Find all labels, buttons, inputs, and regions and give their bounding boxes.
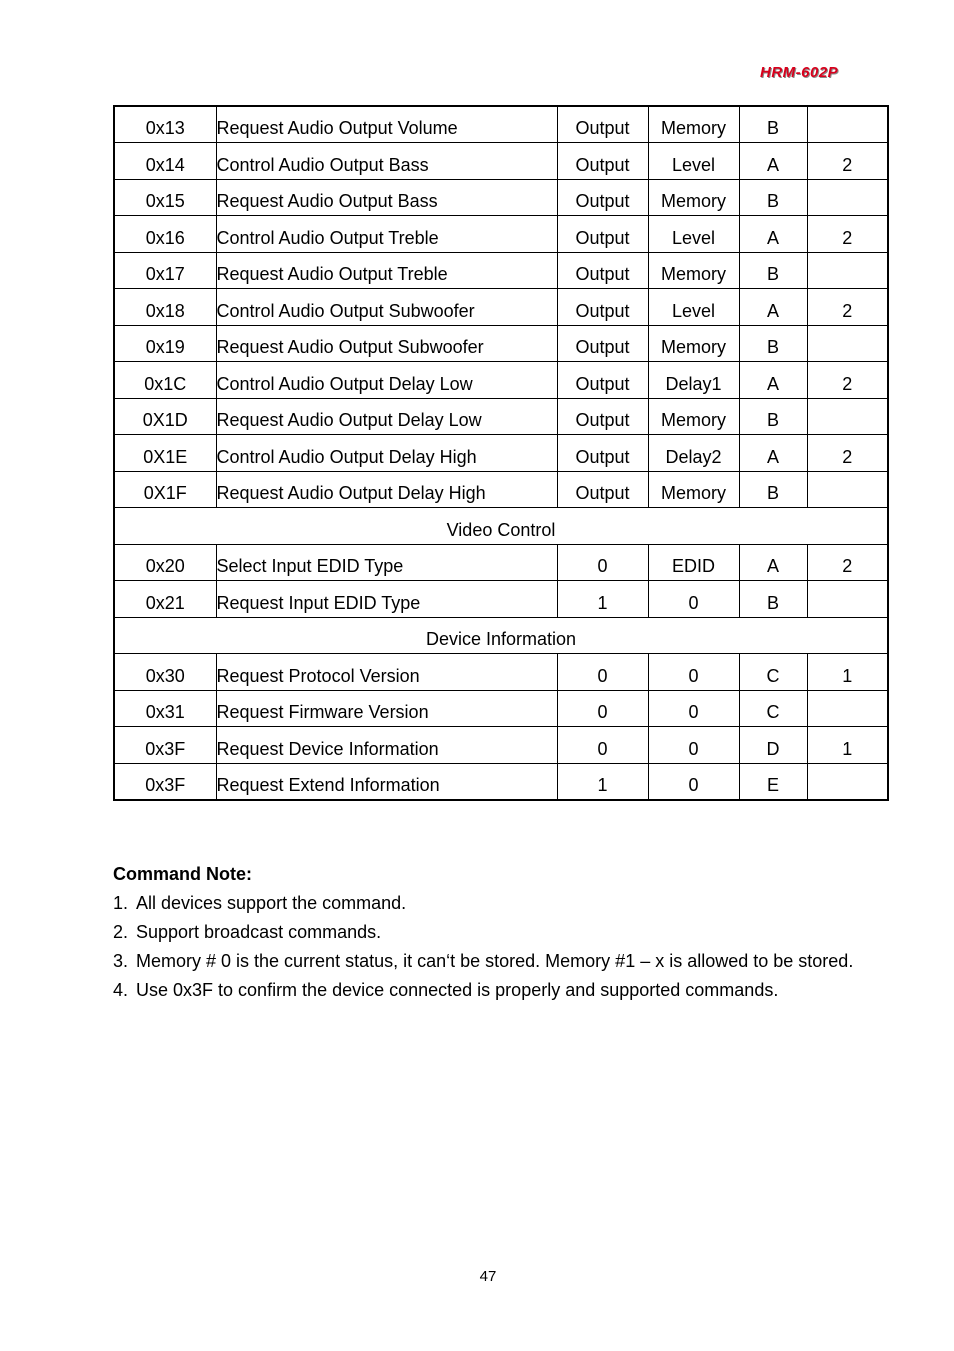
command-name-cell: Control Audio Output Treble [216,216,557,253]
param1-cell: Output [557,216,648,253]
notes-list [113,889,865,1005]
param2-cell: Memory [648,252,739,289]
command-code-cell: 0x15 [114,179,216,216]
note-text: Support broadcast commands. [136,922,382,942]
param1-cell: 1 [557,581,648,618]
param2-cell: Memory [648,471,739,508]
command-name-cell: Request Audio Output Delay High [216,471,557,508]
reply-cell: B [739,325,807,362]
command-name-cell: Request Audio Output Treble [216,252,557,289]
command-code-cell: 0x30 [114,654,216,691]
note-item [113,976,865,1005]
section-header-row [114,508,888,545]
note-number: 3. [113,951,129,971]
section-header-row [114,617,888,654]
command-name-cell: Request Device Information [216,727,557,764]
notes-heading: Command Note: [113,864,252,884]
param2-cell: Memory [648,179,739,216]
reply-cell: A [739,435,807,472]
param2-cell: Memory [648,325,739,362]
command-table [113,105,889,801]
table-row [114,690,888,727]
note-cell: 2 [807,289,888,326]
command-name-cell: Request Audio Output Subwoofer [216,325,557,362]
command-name-cell: Select Input EDID Type [216,544,557,581]
note-cell [807,471,888,508]
table-row [114,398,888,435]
command-name-cell: Request Audio Output Bass [216,179,557,216]
param2-cell: Level [648,289,739,326]
command-code-cell: 0x18 [114,289,216,326]
table-row [114,362,888,399]
reply-cell: C [739,690,807,727]
note-text: Memory # 0 is the current status, it can‘t be stored. Memory #1 – x is allowed to be stored. [136,951,854,971]
reply-cell: B [739,471,807,508]
param1-cell: Output [557,179,648,216]
note-cell [807,398,888,435]
table-row [114,143,888,180]
reply-cell: A [739,362,807,399]
command-code-cell: 0x20 [114,544,216,581]
note-cell: 2 [807,362,888,399]
note-cell [807,252,888,289]
reply-cell: A [739,544,807,581]
table-row [114,252,888,289]
model-name-header: HRM-602P [760,64,839,81]
param2-cell: 0 [648,763,739,800]
param1-cell: Output [557,106,648,143]
command-code-cell: 0X1E [114,435,216,472]
param1-cell: Output [557,362,648,399]
param2-cell: 0 [648,581,739,618]
section-title: Video Control [114,508,888,545]
command-code-cell: 0x13 [114,106,216,143]
command-name-cell: Request Audio Output Delay Low [216,398,557,435]
table-row [114,216,888,253]
param2-cell: Level [648,143,739,180]
note-cell [807,325,888,362]
reply-cell: B [739,398,807,435]
reply-cell: C [739,654,807,691]
command-table-body [114,106,888,800]
command-code-cell: 0x21 [114,581,216,618]
command-name-cell: Control Audio Output Delay High [216,435,557,472]
note-item [113,947,865,976]
param1-cell: Output [557,398,648,435]
command-code-cell: 0x16 [114,216,216,253]
param2-cell: 0 [648,727,739,764]
command-code-cell: 0x31 [114,690,216,727]
table-row [114,471,888,508]
param2-cell: 0 [648,690,739,727]
command-code-cell: 0x14 [114,143,216,180]
table-row [114,435,888,472]
reply-cell: B [739,179,807,216]
param1-cell: Output [557,143,648,180]
command-code-cell: 0x17 [114,252,216,289]
param1-cell: 0 [557,654,648,691]
note-item [113,889,865,918]
param2-cell: Memory [648,106,739,143]
note-cell [807,690,888,727]
note-cell [807,106,888,143]
table-row [114,106,888,143]
command-name-cell: Request Extend Information [216,763,557,800]
note-cell: 1 [807,654,888,691]
command-name-cell: Request Input EDID Type [216,581,557,618]
command-name-cell: Request Audio Output Volume [216,106,557,143]
reply-cell: A [739,289,807,326]
command-code-cell: 0x19 [114,325,216,362]
note-cell [807,581,888,618]
command-name-cell: Request Firmware Version [216,690,557,727]
command-name-cell: Request Protocol Version [216,654,557,691]
command-code-cell: 0x3F [114,727,216,764]
param2-cell: Level [648,216,739,253]
reply-cell: B [739,106,807,143]
param2-cell: 0 [648,654,739,691]
command-code-cell: 0x1C [114,362,216,399]
note-cell: 2 [807,544,888,581]
reply-cell: A [739,143,807,180]
command-name-cell: Control Audio Output Delay Low [216,362,557,399]
note-cell: 1 [807,727,888,764]
command-code-cell: 0X1F [114,471,216,508]
command-name-cell: Control Audio Output Subwoofer [216,289,557,326]
command-code-cell: 0X1D [114,398,216,435]
param2-cell: Delay2 [648,435,739,472]
table-row [114,727,888,764]
command-code-cell: 0x3F [114,763,216,800]
param2-cell: Memory [648,398,739,435]
command-notes [113,860,865,1005]
note-number: 1. [113,893,129,913]
reply-cell: B [739,581,807,618]
param1-cell: 1 [557,763,648,800]
param2-cell: EDID [648,544,739,581]
table-row [114,325,888,362]
table-row [114,179,888,216]
table-row [114,763,888,800]
reply-cell: D [739,727,807,764]
note-cell: 2 [807,143,888,180]
note-number: 4. [113,980,129,1000]
command-name-cell: Control Audio Output Bass [216,143,557,180]
param1-cell: 0 [557,727,648,764]
section-title: Device Information [114,617,888,654]
param1-cell: Output [557,471,648,508]
param1-cell: Output [557,289,648,326]
param2-cell: Delay1 [648,362,739,399]
table-row [114,544,888,581]
table-row [114,581,888,618]
param1-cell: 0 [557,544,648,581]
note-item [113,918,865,947]
reply-cell: B [739,252,807,289]
note-text: Use 0x3F to confirm the device connected is properly and supported commands. [136,980,779,1000]
param1-cell: Output [557,252,648,289]
param1-cell: Output [557,435,648,472]
note-cell [807,179,888,216]
note-cell: 2 [807,435,888,472]
param1-cell: 0 [557,690,648,727]
note-cell [807,763,888,800]
reply-cell: A [739,216,807,253]
page-number: 47 [479,1268,497,1285]
note-number: 2. [113,922,129,942]
table-row [114,654,888,691]
reply-cell: E [739,763,807,800]
note-cell: 2 [807,216,888,253]
param1-cell: Output [557,325,648,362]
table-row [114,289,888,326]
note-text: All devices support the command. [136,893,407,913]
